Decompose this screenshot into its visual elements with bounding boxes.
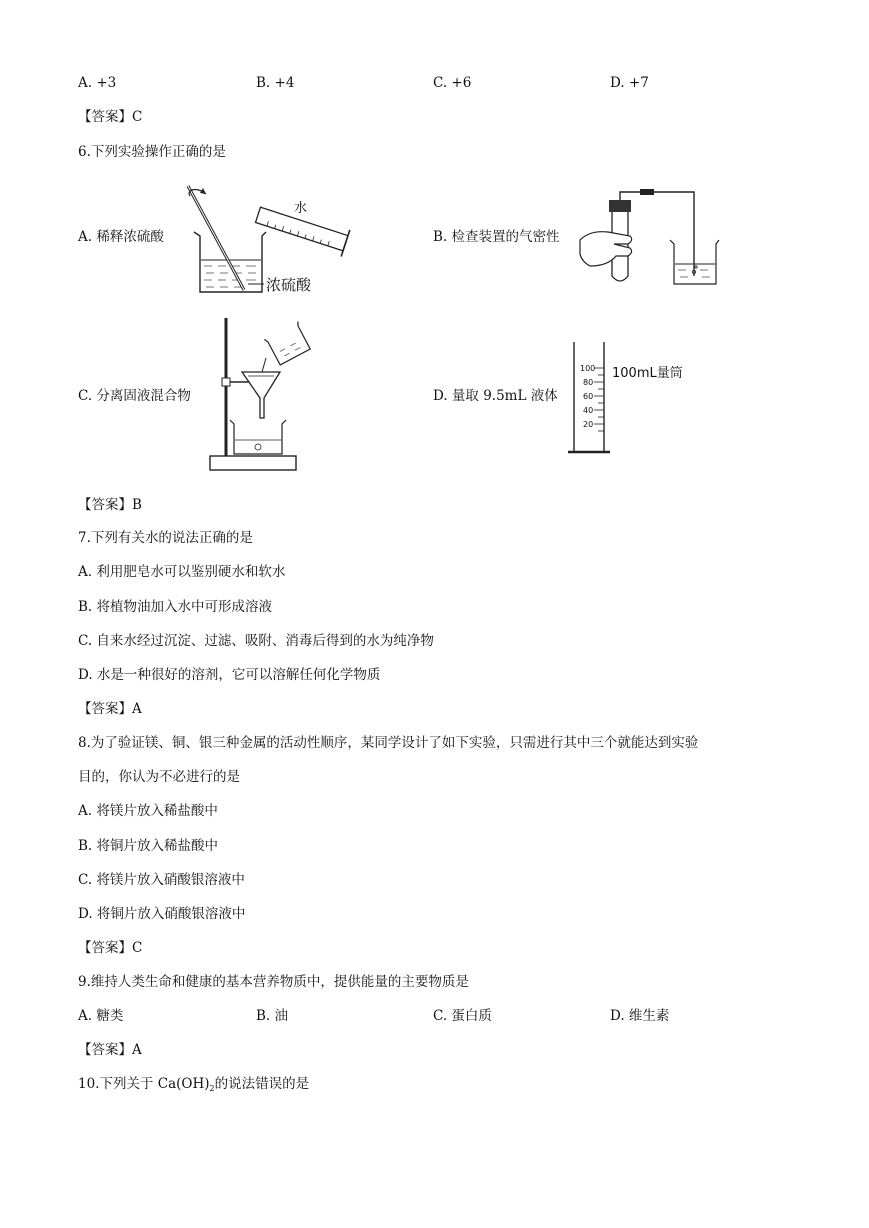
q9-option-b: B. 油 bbox=[256, 1008, 289, 1024]
q10-stem-prefix: 10.下列关于 Ca(OH) bbox=[78, 1076, 210, 1092]
label-water: 水 bbox=[294, 201, 308, 216]
figure-airtight-check bbox=[578, 180, 722, 290]
q5-answer: 【答案】C bbox=[78, 109, 143, 125]
q9-answer: 【答案】A bbox=[78, 1042, 142, 1058]
label-conc-acid: 浓硫酸 bbox=[266, 276, 312, 294]
q8-option-a: A. 将镁片放入稀盐酸中 bbox=[78, 803, 218, 819]
q9-option-c: C. 蛋白质 bbox=[433, 1008, 492, 1024]
q10-stem-suffix: 的说法错误的是 bbox=[214, 1076, 310, 1092]
figure-dilute-acid bbox=[186, 180, 356, 300]
q6-option-c: C. 分离固液混合物 bbox=[78, 388, 191, 404]
q5-option-d: D. +7 bbox=[610, 75, 649, 91]
q8-answer: 【答案】C bbox=[78, 940, 143, 956]
q8-stem-line1: 8.为了验证镁、铜、银三种金属的活动性顺序，某同学设计了如下实验，只需进行其中三个就能达到实验 bbox=[78, 735, 699, 751]
q9-option-a: A. 糖类 bbox=[78, 1008, 124, 1024]
q5-option-c: C. +6 bbox=[433, 75, 472, 91]
q6-answer: 【答案】B bbox=[78, 497, 142, 513]
q8-option-b: B. 将铜片放入稀盐酸中 bbox=[78, 838, 219, 854]
q7-answer: 【答案】A bbox=[78, 701, 142, 717]
tick-label-100: 100 bbox=[580, 364, 596, 373]
q10-stem bbox=[78, 1075, 309, 1098]
q8-option-c: C. 将镁片放入硝酸银溶液中 bbox=[78, 872, 245, 888]
label-cylinder: 100mL量筒 bbox=[612, 366, 683, 381]
q5-option-a: A. +3 bbox=[78, 75, 117, 91]
tick-label-60: 60 bbox=[583, 392, 594, 401]
figure-filtration bbox=[208, 316, 318, 472]
q7-option-a: A. 利用肥皂水可以鉴别硬水和软水 bbox=[78, 564, 286, 580]
q7-stem: 7.下列有关水的说法正确的是 bbox=[78, 530, 253, 546]
q9-stem: 9.维持人类生命和健康的基本营养物质中，提供能量的主要物质是 bbox=[78, 974, 469, 990]
q10-stem-subscript: 2 bbox=[209, 1084, 215, 1093]
q7-option-c: C. 自来水经过沉淀、过滤、吸附、消毒后得到的水为纯净物 bbox=[78, 633, 434, 649]
q7-option-b: B. 将植物油加入水中可形成溶液 bbox=[78, 599, 273, 615]
q8-stem-line2: 目的，你认为不必进行的是 bbox=[78, 769, 240, 785]
q6-option-a: A. 稀释浓硫酸 bbox=[78, 229, 164, 245]
tick-label-40: 40 bbox=[583, 406, 594, 415]
q8-option-d: D. 将铜片放入硝酸银溶液中 bbox=[78, 906, 246, 922]
tick-label-80: 80 bbox=[583, 378, 594, 387]
figure-cylinder bbox=[566, 340, 696, 456]
q6-option-b: B. 检查装置的气密性 bbox=[433, 229, 560, 245]
q5-option-b: B. +4 bbox=[256, 75, 295, 91]
tick-label-20: 20 bbox=[583, 420, 594, 429]
q6-stem: 6.下列实验操作正确的是 bbox=[78, 144, 226, 160]
q9-option-d: D. 维生素 bbox=[610, 1008, 670, 1024]
q6-option-d: D. 量取 9.5mL 液体 bbox=[433, 388, 558, 404]
q7-option-d: D. 水是一种很好的溶剂，它可以溶解任何化学物质 bbox=[78, 667, 381, 683]
